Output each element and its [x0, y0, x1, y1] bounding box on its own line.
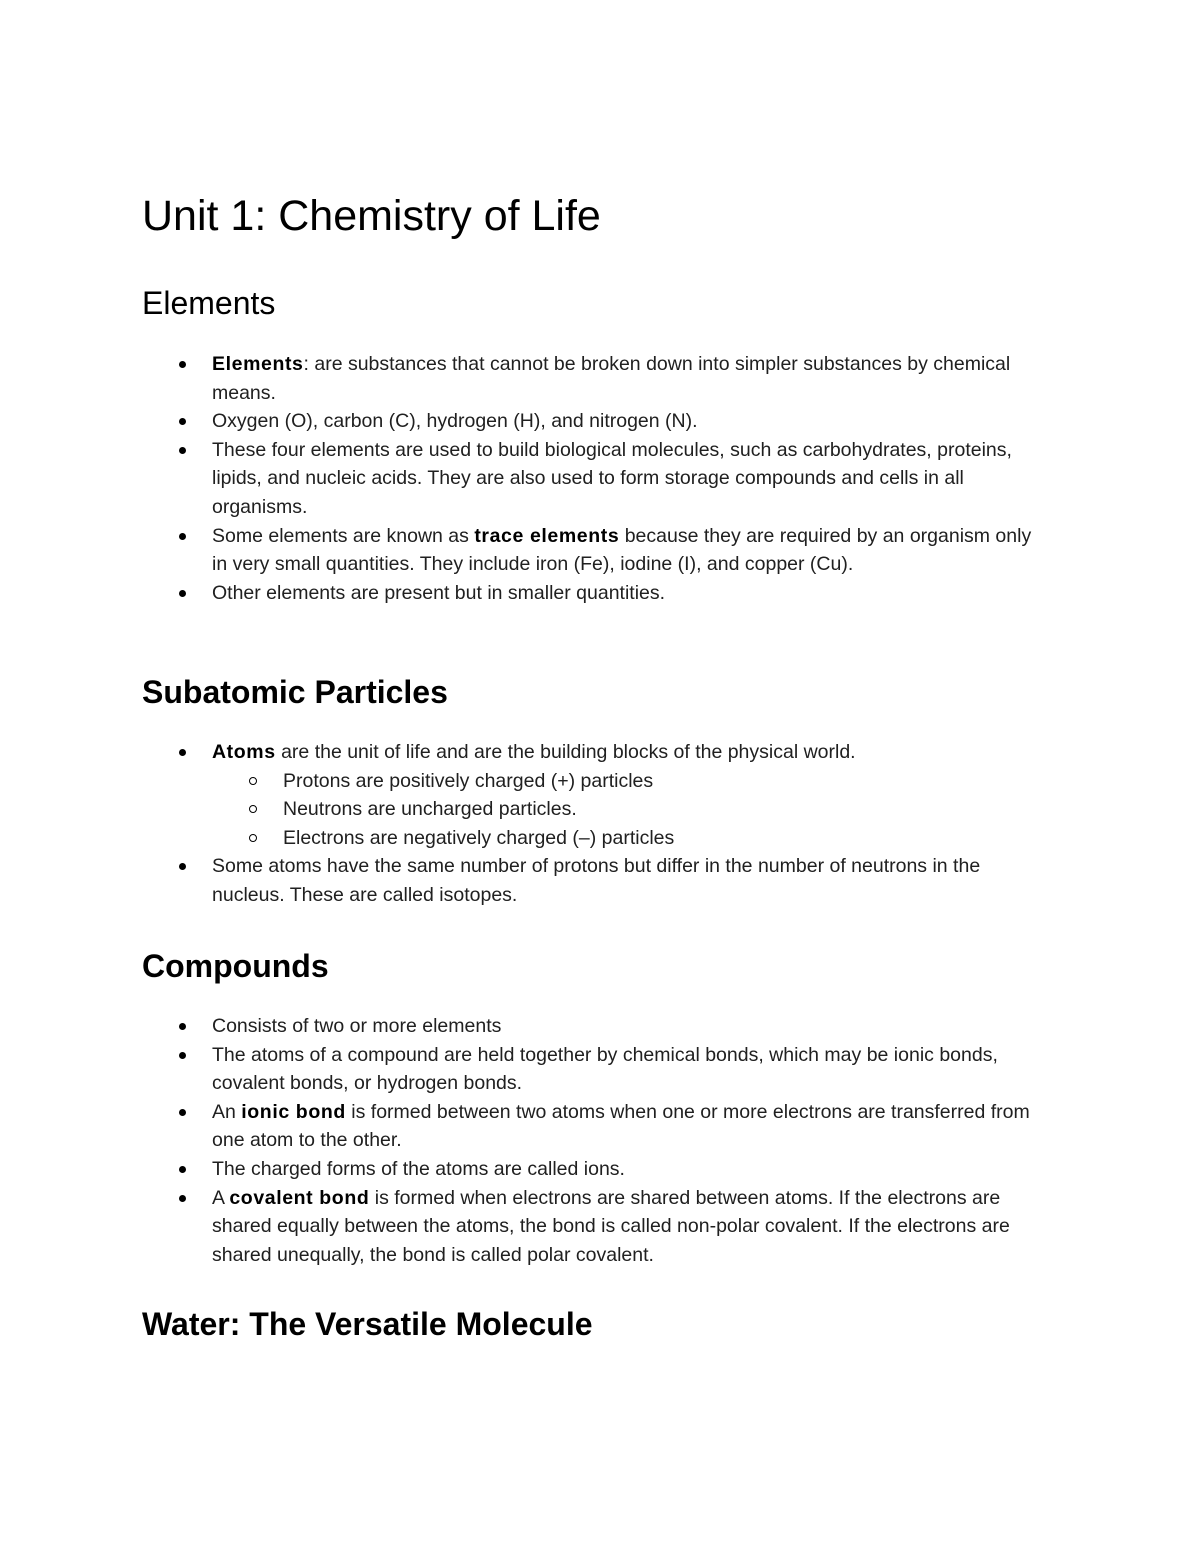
item-text: Other elements are present but in smaller quantities.	[212, 581, 666, 604]
sub-list-item	[0, 795, 1042, 824]
compounds-list	[0, 1012, 1200, 1269]
term: Elements	[212, 353, 304, 375]
sub-list-item	[0, 767, 1042, 796]
item-text: These four elements are used to build biological molecules, such as carbohydrates, proteins, lipids, and nucleic acids. They are also used to form storage compounds and cells in all organisms.	[212, 438, 1012, 518]
heading-water: Water: The Versatile Molecule	[142, 1306, 593, 1342]
bullet-icon	[179, 1166, 186, 1173]
bullet-icon	[179, 1195, 186, 1202]
list-item	[0, 1155, 1042, 1184]
item-text: An	[212, 1100, 242, 1123]
item-text: are the unit of life and are the building blocks of the physical world.	[275, 741, 856, 763]
bullet-icon	[179, 361, 186, 368]
list-item	[0, 436, 1042, 522]
bullet-icon	[179, 590, 186, 597]
bullet-icon	[179, 1023, 186, 1030]
bullet-icon	[179, 749, 186, 756]
list-item	[0, 579, 1042, 608]
bullet-icon	[179, 418, 186, 425]
item-text: Electrons are negatively charged (–) particles	[283, 826, 675, 849]
item-text: Consists of two or more elements	[212, 1015, 502, 1037]
bullet-icon	[179, 1109, 186, 1116]
item-text: A	[212, 1186, 230, 1209]
bullet-icon	[179, 447, 186, 454]
list-item	[0, 1012, 1042, 1041]
item-text: because they are required by an organism only in very small quantities. They include iron (Fe), iodine (I), and copper (Cu).	[212, 524, 1032, 576]
list-item	[0, 1098, 1042, 1155]
item-text: The atoms of a compound are held together by chemical bonds, which may be ionic bonds, covalent bonds, or hydrogen bonds.	[212, 1043, 998, 1095]
item-text: Some elements are known as	[212, 524, 475, 547]
bullet-icon	[179, 533, 186, 540]
list-item	[0, 852, 1042, 909]
item-text: Neutrons are uncharged particles.	[283, 798, 577, 821]
list-item	[0, 1041, 1042, 1098]
page-title: Unit 1: Chemistry of Life	[142, 192, 601, 240]
heading-compounds: Compounds	[142, 948, 329, 984]
list-item	[0, 738, 1042, 767]
heading-elements: Elements	[142, 285, 276, 321]
item-text: is formed between two atoms when one or more electrons are transferred from one atom to the other.	[212, 1100, 1030, 1152]
bullet-icon	[179, 1052, 186, 1059]
term: Atoms	[212, 741, 276, 763]
term: covalent bond	[229, 1186, 370, 1209]
term: trace elements	[474, 524, 620, 547]
list-item	[0, 407, 1042, 436]
term: ionic bond	[241, 1100, 346, 1123]
hollow-bullet-icon	[249, 805, 257, 813]
elements-list	[0, 350, 1200, 607]
list-item	[0, 1184, 1042, 1270]
item-text: : are substances that cannot be broken down into simpler substances by chemical means.	[212, 353, 1011, 404]
hollow-bullet-icon	[249, 777, 257, 785]
sub-list-item	[0, 824, 1042, 853]
item-text: is formed when electrons are shared between atoms. If the electrons are shared equally between the atoms, the bond is called non-polar covalent. If the electrons are shared unequally, the bond is called polar covalent.	[212, 1186, 1010, 1266]
hollow-bullet-icon	[249, 834, 257, 842]
item-text: Some atoms have the same number of protons but differ in the number of neutrons in the nucleus. These are called isotopes.	[212, 855, 981, 906]
item-text: Protons are positively charged (+) particles	[283, 769, 654, 792]
list-item	[0, 350, 1042, 407]
bullet-icon	[179, 863, 186, 870]
item-text: Oxygen (O), carbon (C), hydrogen (H), and nitrogen (N).	[212, 410, 698, 433]
subatomic-list	[0, 738, 1200, 910]
list-item	[0, 522, 1042, 579]
heading-subatomic-particles: Subatomic Particles	[142, 674, 448, 710]
item-text: The charged forms of the atoms are called ions.	[212, 1157, 625, 1180]
